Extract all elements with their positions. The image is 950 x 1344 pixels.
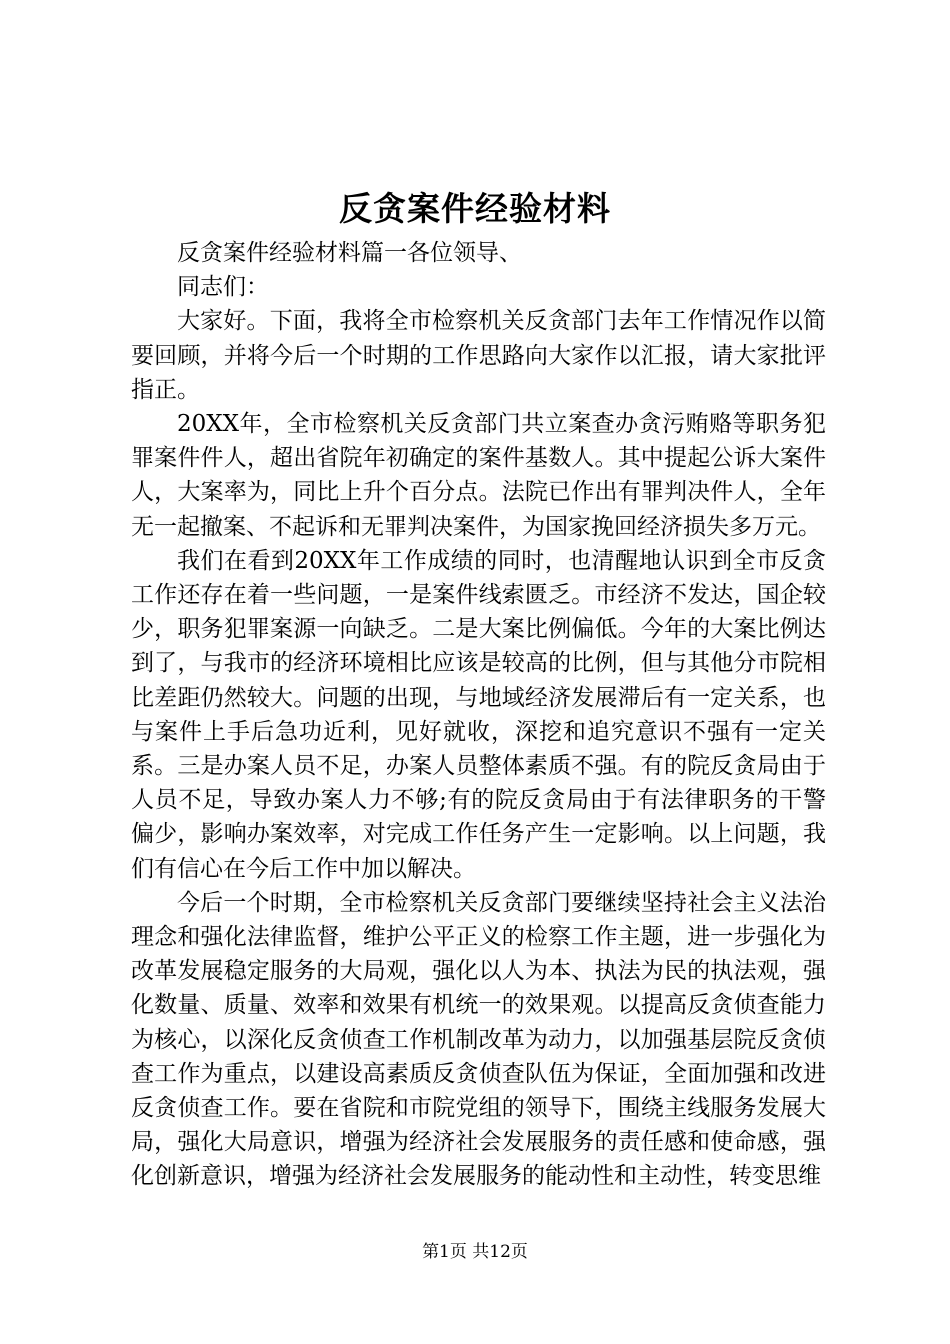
document-title: 反贪案件经验材料 xyxy=(339,189,611,228)
paragraph-problems: 我们在看到20XX年工作成绩的同时，也清醒地认识到全市反贪工作还存在着一些问题，一是案件线索匮乏。市经济不发达，国企较少，职务犯罪案源一向缺乏。二是大案比例偏低。今年的大案比例达到了，与我市的经济环境相比应该是较高的比例，但与其他分市院相比差距仍然较大。问题的出现，与地域经济发展滞后有一定关系，也与案件上手后急功近利，见好就收，深挖和追究意识不强有一定关系。三是办案人员不足，办案人员整体素质不强。有的院反贪局由于人员不足，导致办案人力不够;有的院反贪局由于有法律职务的干警偏少，影响办案效率，对完成工作任务产生一定影响。以上问题，我们有信心在今后工作中加以解决。 xyxy=(131,547,826,882)
page-number-footer: 第1页 共12页 xyxy=(422,1242,528,1262)
paragraph-salutation: 同志们： xyxy=(177,274,269,301)
paragraph-future-plan: 今后一个时期，全市检察机关反贪部门要继续坚持社会主义法治理念和强化法律监督，维护公平正义的检察工作主题，进一步强化为改革发展稳定服务的大局观，强化以人为本、执法为民的执法观，强化数量、质量、效率和效果有机统一的效果观。以提高反贪侦查能力为核心，以深化反贪侦查工作机制改革为动力，以加强基层院反贪侦查工作为重点，以建设高素质反贪侦查队伍为保证，全面加强和改进反贪侦查工作。要在省院和市院党组的领导下，围绕主线服务发展大局，强化大局意识，增强为经济社会发展服务的责任感和使命感，强化创新意识，增强为经济社会发展服务的能动性和主动性，转变思维 xyxy=(131,889,826,1190)
paragraph-intro: 大家好。下面，我将全市检察机关反贪部门去年工作情况作以简要回顾，并将今后一个时期的工作思路向大家作以汇报，请大家批评指正。 xyxy=(131,308,826,403)
paragraph-greeting: 反贪案件经验材料篇一各位领导、 xyxy=(177,240,522,266)
paragraph-results: 20XX年，全市检察机关反贪部门共立案查办贪污贿赂等职务犯罪案件件人，超出省院年初确定的案件基数人。其中提起公诉大案件人，大案率为，同比上升个百分点。法院已作出有罪判决件人，全年无一起撤案、不起诉和无罪判决案件，为国家挽回经济损失多万元。 xyxy=(131,411,826,540)
document-body xyxy=(131,236,826,1194)
